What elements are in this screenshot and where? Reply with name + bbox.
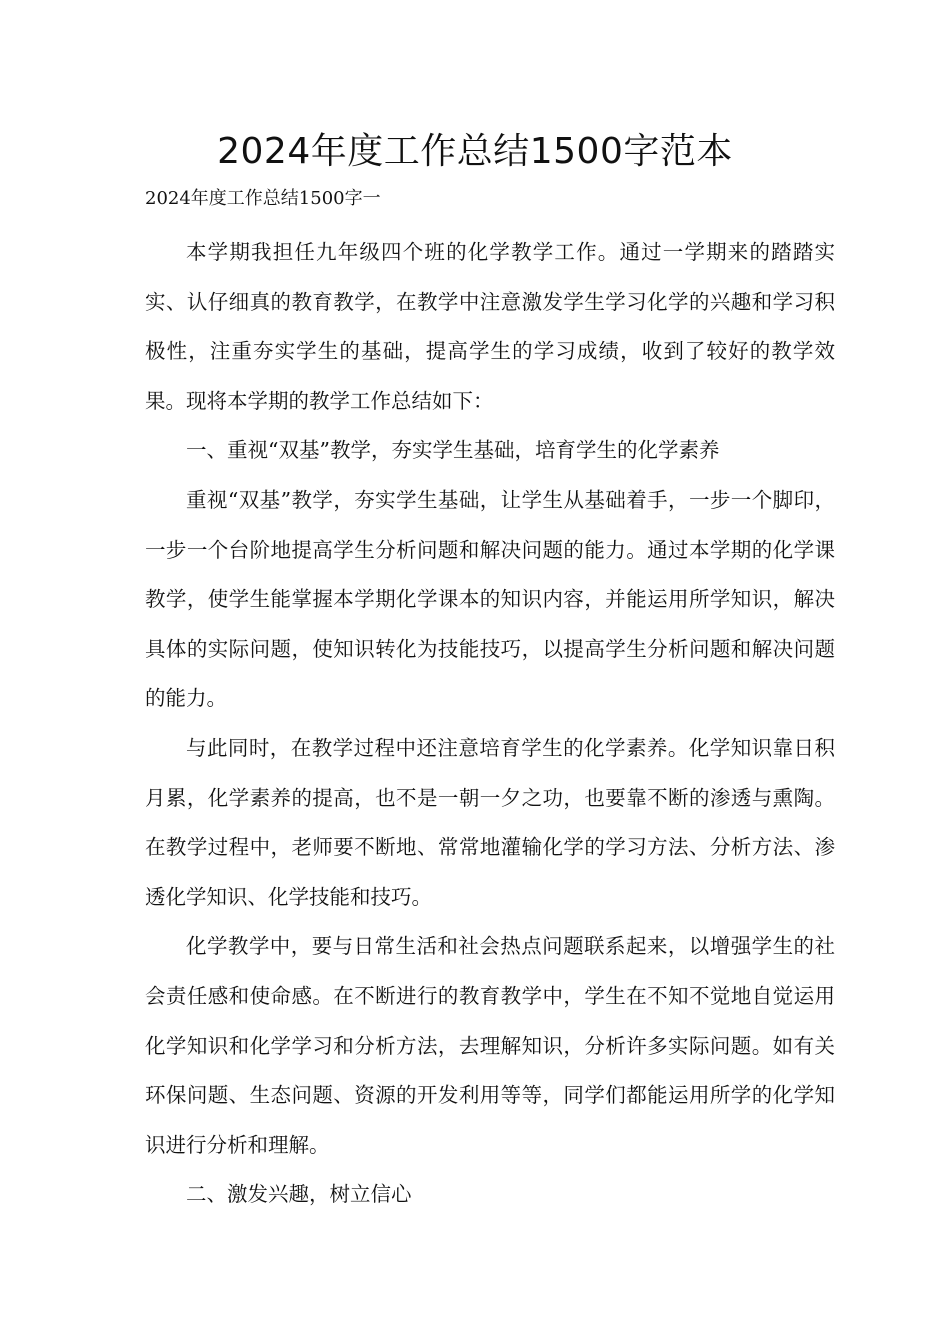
document-subtitle: 2024年度工作总结1500字一: [145, 188, 381, 209]
paragraph-basics: 重视“双基”教学，夯实学生基础，让学生从基础着手，一步一个脚印，一步一个台阶地提高学生分析问题和解决问题的能力。通过本学期的化学课教学，使学生能掌握本学期化学课本的知识内容，并能运用所学知识，解决具体的实际问题，使知识转化为技能技巧，以提高学生分析问题和解决问题的能力。: [145, 487, 835, 711]
paragraph-literacy: 与此同时，在教学过程中还注意培育学生的化学素养。化学知识靠日积月累，化学素养的提高，也不是一朝一夕之功，也要靠不断的渗透与熏陶。在教学过程中，老师要不断地、常常地灌输化学的学习方法、分析方法、渗透化学知识、化学技能和技巧。: [145, 735, 835, 909]
section-heading-1: 一、重视“双基”教学，夯实学生基础，培育学生的化学素养: [186, 438, 720, 463]
paragraph-society: 化学教学中，要与日常生活和社会热点问题联系起来，以增强学生的社会责任感和使命感。在不断进行的教育教学中，学生在不知不觉地自觉运用化学知识和化学学习和分析方法，去理解知识，分析许多实际问题。如有关环保问题、生态问题、资源的开发利用等等，同学们都能运用所学的化学知识进行分析和理解。: [145, 934, 835, 1157]
paragraph-intro: 本学期我担任九年级四个班的化学教学工作。通过一学期来的踏踏实实、认仔细真的教育教学，在教学中注意激发学生学习化学的兴趣和学习积极性，注重夯实学生的基础，提高学生的学习成绩，收到了较好的教学效果。现将本学期的教学工作总结如下：: [145, 240, 835, 413]
document-title: 2024年度工作总结1500字范本: [217, 131, 733, 172]
document-body: [145, 228, 835, 1220]
section-heading-2: 二、激发兴趣，树立信心: [186, 1182, 412, 1207]
